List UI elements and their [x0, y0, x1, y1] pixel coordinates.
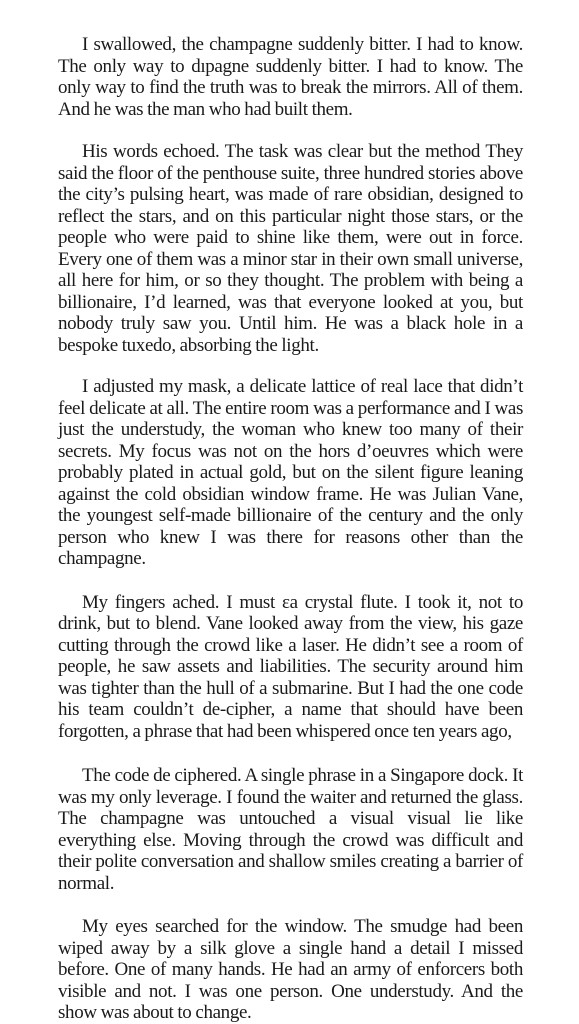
paragraph-2: His words echoed. The task was clear but the method They said the floor of the penthouse suite, three hundred stories above the city’s pulsing heart, was made of rare obsidian, designed to reflect the stars, and on this particular night those stars, or the people who were paid to shine like them, were out in force. Every one of them was a minor star in their own small universe, all here for him, or so they thought. The problem with being a billionaire, I’d learned, was that everyone looked at you, but nobody truly saw you. Until him. He was a black hole in a bespoke tuxedo, absorbing the light. — [58, 141, 523, 356]
paragraph-1: I swallowed, the champagne suddenly bitter. I had to know. The only way to dıpagne suddenly bitter. I had to know. The only way to find the truth was to break the mirrors. All of them. And he was the man who had built them. — [58, 34, 523, 120]
paragraph-3: I adjusted my mask, a delicate lattice of real lace that didn’t feel delicate at all. The entire room was a performance and I was just the understudy, the woman who knew too many of their secrets. My focus was not on the hors d’oeuvres which were probably plated in actual gold, but on the silent figure leaning against the cold obsidian window frame. He was Julian Vane, the youngest self-made billionaire of the century and the only person who knew I was there for reasons other than the champagne. — [58, 376, 523, 569]
paragraph-5: The code de ciphered. A single phrase in a Singapore dock. It was my only leverage. I found the waiter and returned the glass. The champagne was untouched a visual visual lie like everything else. Moving through the crowd was difficult and their polite conversation and shallow smiles creating a barrier of normal. — [58, 765, 523, 894]
paragraph-4: My fingers ached. I must ɛa crystal flute. I took it, not to drink, but to blend. Vane looked away from the view, his gaze cutting through the crowd like a laser. He didn’t see a room of people, he saw assets and liabilities. The security around him was tighter than the hull of a submarine. But I had the one code his team couldn’t de-cipher, a name that should have been forgotten, a phrase that had been whispered once ten years ago, — [58, 591, 523, 742]
paragraph-6: My eyes searched for the window. The smudge had been wiped away by a silk glove a single hand a detail I missed before. One of many hands. He had an army of enforcers both visible and not. I was one person. One understudy. And the show was about to change. — [58, 916, 523, 1023]
